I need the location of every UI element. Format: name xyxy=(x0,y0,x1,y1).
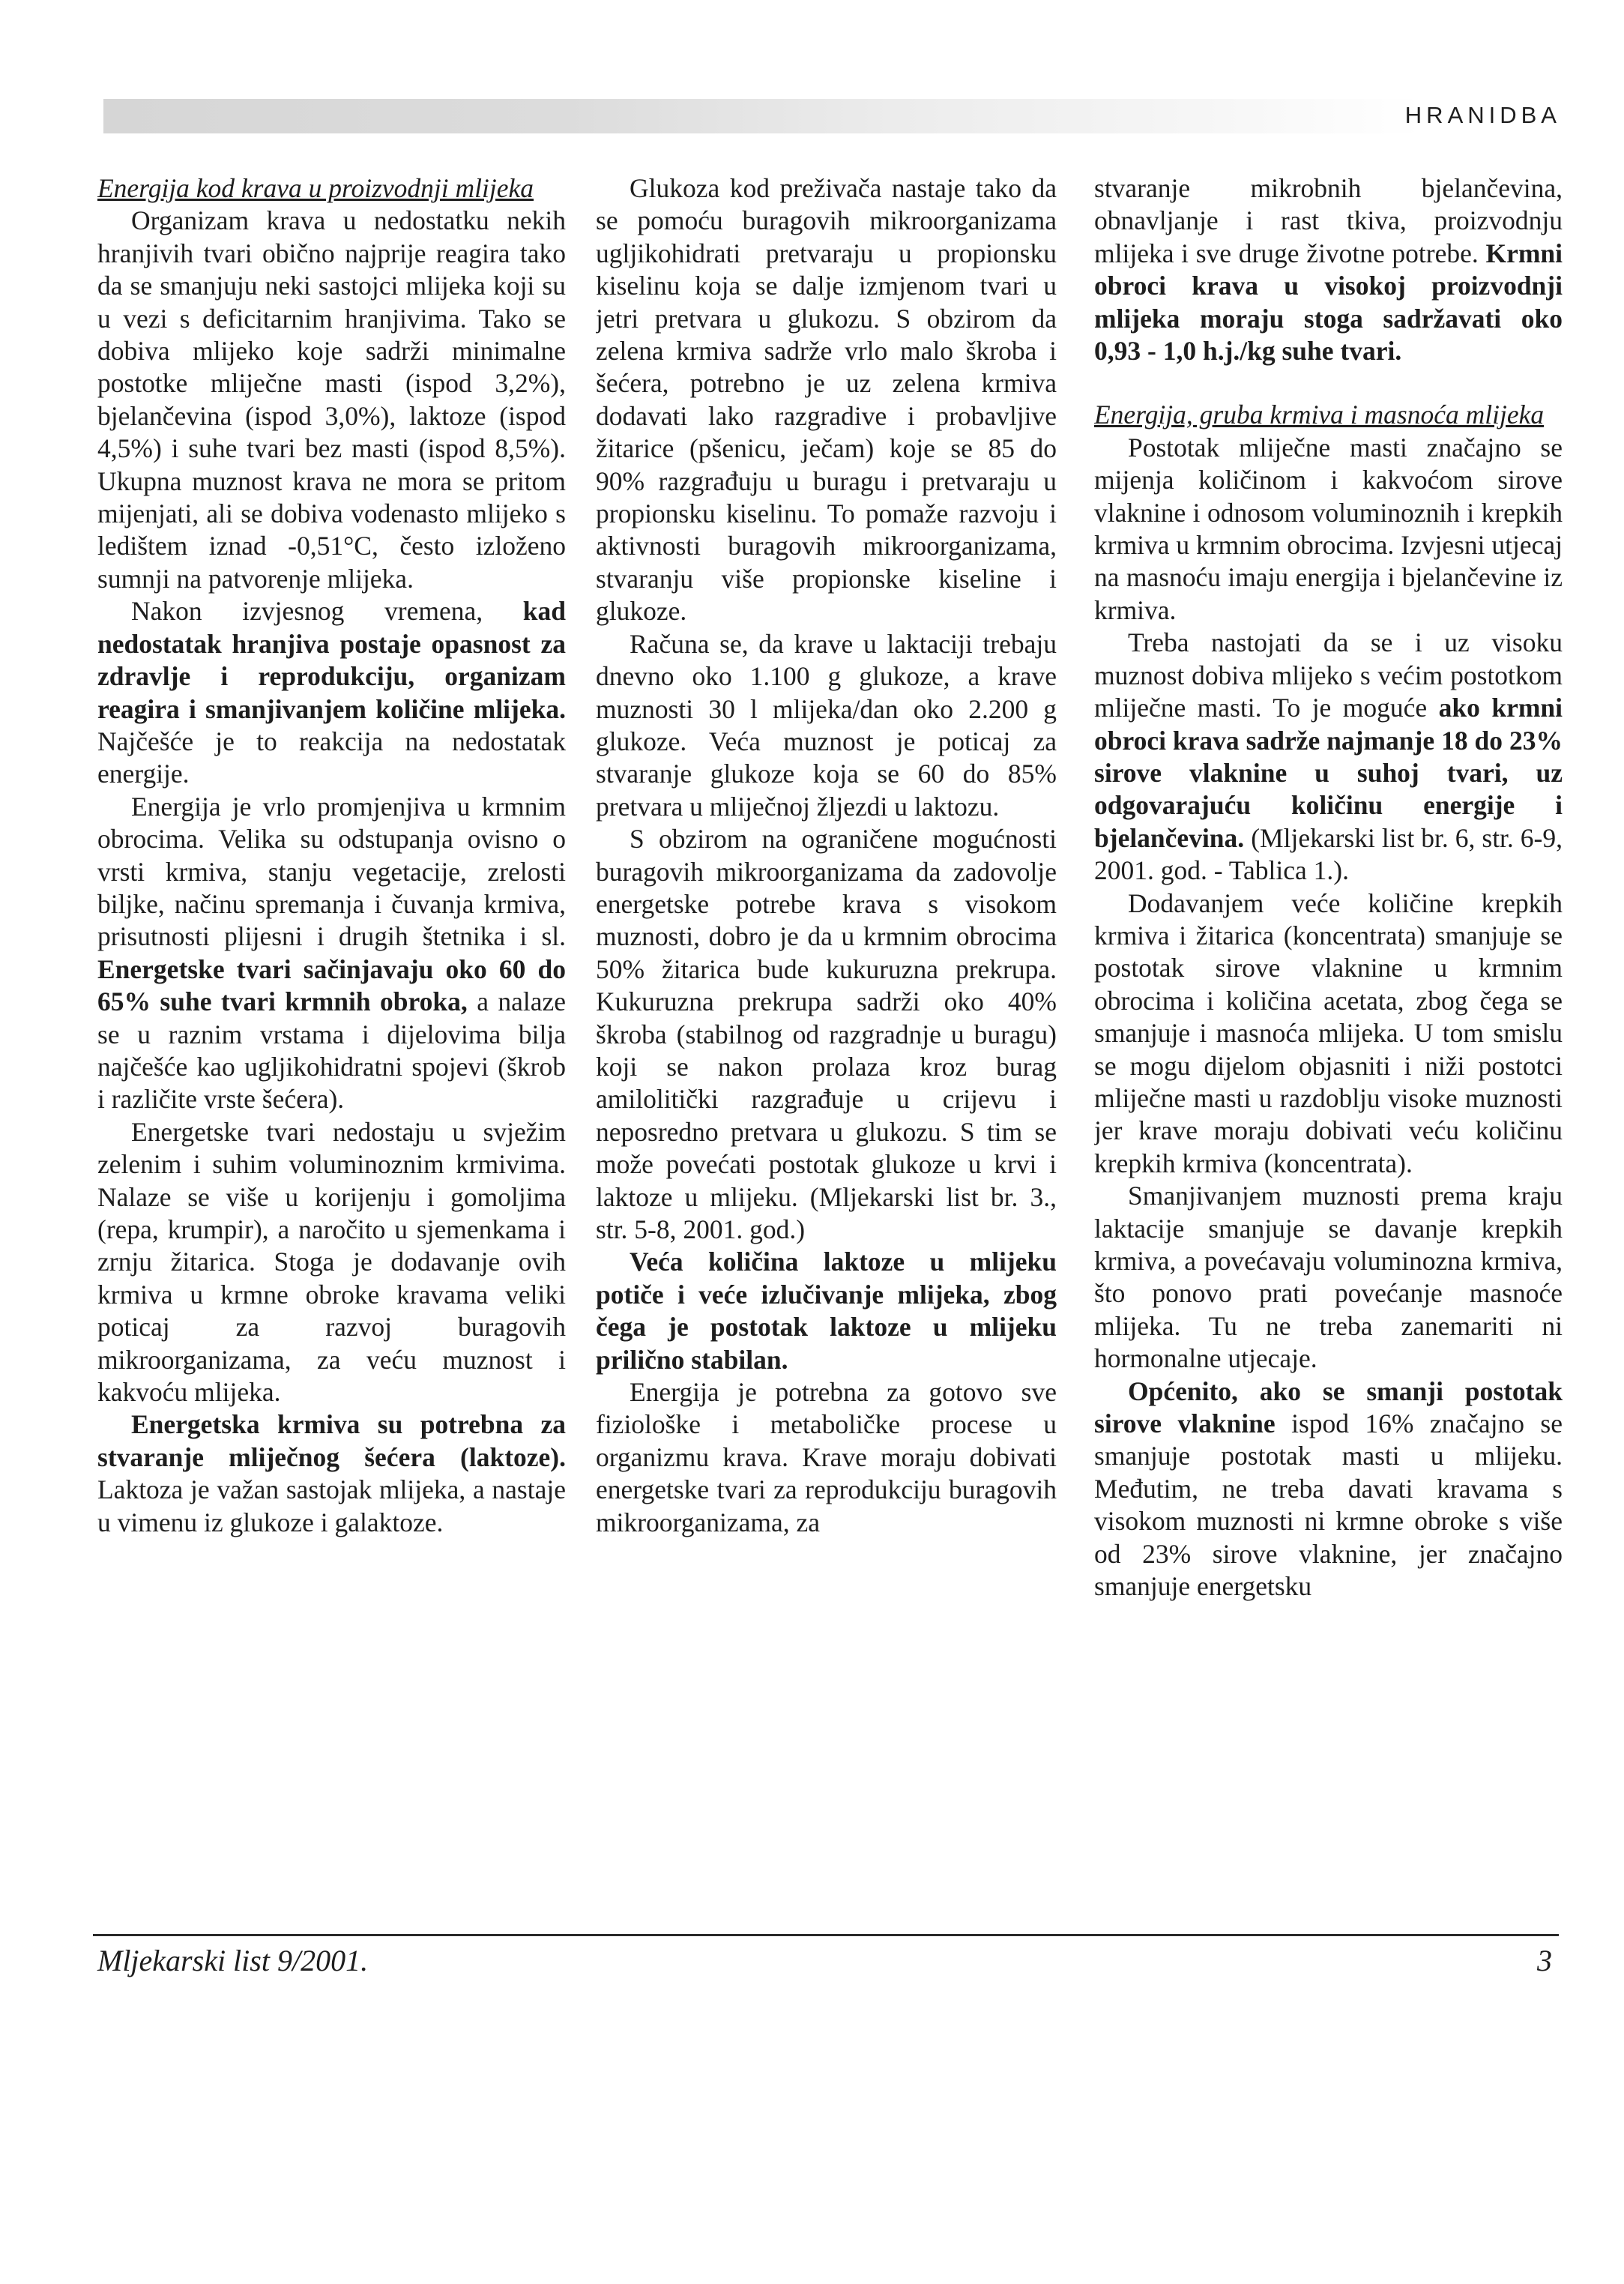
paragraph: Postotak mliječne masti značajno se mijenja količinom i kakvoćom sirove vlaknine i odnosom voluminoznih i krepkih krmiva u krmnim obrocima. Izvjesni utjecaj na masnoću imaju energija i bjelančevine iz krmiva. xyxy=(1094,432,1563,625)
paragraph: Općenito, ako se smanji postotak sirove vlaknine ispod 16% značajno se smanjuje postotak masti u mlijeku. Međutim, ne treba davati kravama s visokom muznosti ni krmne obroke s više od 23% sirove vlaknine, jer značajno smanjuje energetsku xyxy=(1094,1375,1563,1602)
footer-rule xyxy=(93,1934,1559,1936)
column-2 xyxy=(596,172,1057,1919)
paragraph: Treba nastojati da se i uz visoku muznost dobiva mlijeko s većim postotkom mliječne masti. To je moguće ako krmni obroci krava sadrže najmanje 18 do 23% sirove vlaknine u suhoj tvari, uz odgovarajuću količinu energije i bjelančevina. (Mljekarski list br. 6, str. 6-9, 2001. god. - Tablica 1.). xyxy=(1094,627,1563,886)
paragraph: Dodavanjem veće količine krepkih krmiva i žitarica (koncentrata) smanjuje se postotak sirove vlaknine u krmnim obrocima i količina acetata, zbog čega se smanjuje i masnoća mlijeka. U tom smislu se mogu dijelom objasniti i niži postotci mliječne masti u razdoblju visoke muznosti jer krave moraju dobivati veću količinu krepkih krmiva (koncentrata). xyxy=(1094,888,1563,1178)
paragraph: stvaranje mikrobnih bjelančevina, obnavljanje i rast tkiva, proizvodnju mlijeka i sve druge životne potrebe. Krmni obroci krava u visokoj proizvodnji mlijeka moraju stoga sadržavati oko 0,93 - 1,0 h.j./kg suhe tvari. xyxy=(1094,173,1563,367)
column-3 xyxy=(1094,172,1563,1919)
paragraph: Smanjivanjem muznosti prema kraju laktacije smanjuje se davanje krepkih krmiva, a povećavaju voluminozna krmiva, što ponovo prati povećanje masnoće mlijeka. Tu ne treba zanemariti ni hormonalne utjecaje. xyxy=(1094,1181,1563,1374)
paragraph: S obzirom na ograničene mogućnosti buragovih mikroorganizama da zadovolje energetske potrebe krava s visokom muznosti, dobro je da u krmnim obrocima 50% žitarica bude kukuruzna prekrupa. Kukuruzna prekrupa sadrži oko 40% škroba (stabilnog od razgradnje u buragu) koji se nakon prolaza kroz burag amilolitički razgrađuje u crijevu i neposredno pretvara u glukozu. S tim se može povećati postotak glukoze u krvi i laktoze u mlijeku. (Mljekarski list br. 3., str. 5-8, 2001. god.) xyxy=(596,824,1057,1244)
paragraph: Nakon izvjesnog vremena, kad nedostatak hranjiva postaje opasnost za zdravlje i reprodukciju, organizam reagira i smanjivanjem količine mlijeka. Najčešće je to reakcija na nedostatak energije. xyxy=(97,596,566,789)
paragraph: Veća količina laktoze u mlijeku potiče i veće izlučivanje mlijeka, zbog čega je postotak laktoze u mlijeku prilično stabilan. xyxy=(596,1247,1057,1375)
page-number: 3 xyxy=(1537,1944,1552,1977)
paragraph: Glukoza kod preživača nastaje tako da se pomoću buragovih mikroorganizama ugljikohidrati pretvaraju u propionsku kiselinu koja se dalje izmjenom tvari u jetri pretvara u glukozu. S obzirom da zelena krmiva sadrže vrlo malo škroba i šećera, potrebno je uz zelena krmiva dodavati lako razgradive i probavljive žitarice (pšenicu, ječam) koje se 85 do 90% razgrađuju u buragu i pretvaraju u propionsku kiselinu. To pomaže razvoju i aktivnosti buragovih mikroorganizama, stvaranju više propionske kiseline i glukoze. xyxy=(596,173,1057,627)
section-title: HRANIDBA xyxy=(1404,102,1561,128)
paragraph: Energetske tvari nedostaju u svježim zelenim i suhim voluminoznim krmivima. Nalaze se više u korijenju i gomoljima (repa, krumpir), a naročito u sjemenkama i zrnju žitarica. Stoga je dodavanje ovih krmiva u krmne obroke kravama veliki poticaj za razvoj buragovih mikroorganizama, za veću muznost i kakvoću mlijeka. xyxy=(97,1116,566,1408)
heading-energy-roughage-milk-fat: Energija, gruba krmiva i masnoća mlijeka xyxy=(1094,400,1545,430)
header-bar xyxy=(103,99,1422,133)
heading-energy-in-milk-production: Energija kod krava u proizvodnji mlijeka xyxy=(97,173,534,203)
spacer xyxy=(1094,367,1563,399)
paragraph: Organizam krava u nedostatku nekih hranjivih tvari obično najprije reagira tako da se smanjuju neki sastojci mlijeka koji su u vezi s deficitarnim hranjivima. Tako se dobiva mlijeko koje sadrži minimalne postotke mliječne masti (ispod 3,2%), bjelančevina (ispod 3,0%), laktoze (ispod 4,5%) i suhe tvari bez masti (ispod 8,5%). Ukupna muznost krava ne mora se pritom mijenjati, ali se dobiva vodenasto mlijeko s ledištem iznad -0,51°C, često izloženo sumnji na patvorenje mlijeka. xyxy=(97,205,566,594)
paragraph: Energetska krmiva su potrebna za stvaranje mliječnog šećera (laktoze). Laktoza je važan sastojak mlijeka, a nastaje u vimenu iz glukoze i galaktoze. xyxy=(97,1409,566,1537)
journal-name: Mljekarski list 9/2001. xyxy=(97,1944,369,1977)
column-1 xyxy=(97,172,566,1919)
paragraph: Energija je potrebna za gotovo sve fiziološke i metaboličke procese u organizmu krava. Krave moraju dobivati energetske tvari za reprodukciju buragovih mikroorganizama, za xyxy=(596,1377,1057,1537)
paragraph: Računa se, da krave u laktaciji trebaju dnevno oko 1.100 g glukoze, a krave muznosti 30 l mlijeka/dan oko 2.200 g glukoze. Veća muznost je poticaj za stvaranje glukoze koja se 60 do 85% pretvara u mliječnoj žljezdi u laktozu. xyxy=(596,628,1057,822)
paragraph: Energija je vrlo promjenjiva u krmnim obrocima. Velika su odstupanja ovisno o vrsti krmiva, stanju vegetacije, zrelosti biljke, načinu spremanja i čuvanja krmiva, prisutnosti plijesni i drugih štetnika i sl. Energetske tvari sačinjavaju oko 60 do 65% suhe tvari krmnih obroka, a nalaze se u raznim vrstama i dijelovima bilja najčešće kao ugljikohidratni spojevi (škrob i različite vrste šećera). xyxy=(97,791,566,1115)
